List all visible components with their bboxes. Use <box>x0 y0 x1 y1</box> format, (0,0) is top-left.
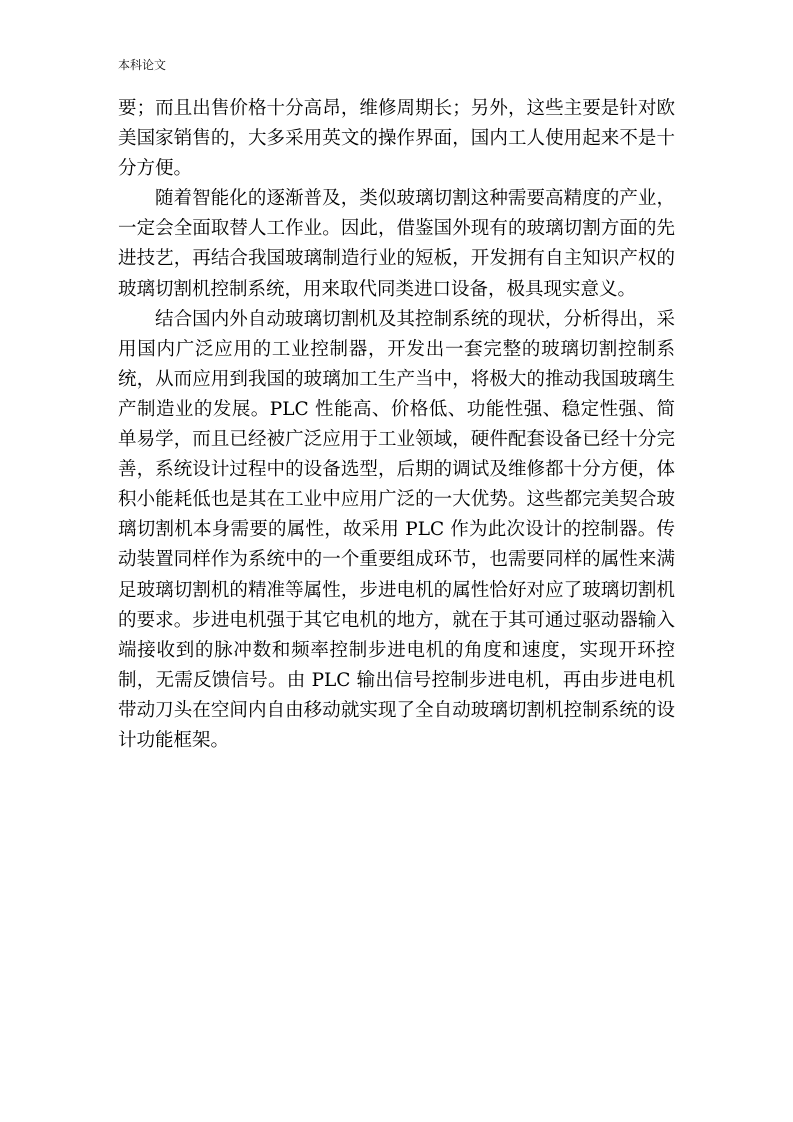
paragraph-continuation: 要；而且出售价格十分高昂，维修周期长；另外，这些主要是针对欧美国家销售的，大多采用英文的操作界面，国内工人使用起来不是十分方便。 <box>118 98 675 180</box>
body-text <box>118 94 675 756</box>
paragraph-background: 随着智能化的逐渐普及，类似玻璃切割这种需要高精度的产业，一定会全面取替人工作业。因此，借鉴国外现有的玻璃切割方面的先进技艺，再结合我国玻璃制造行业的短板，开发拥有自主知识产权的玻璃切割机控制系统，用来取代同类进口设备，极具现实意义。 <box>118 188 675 300</box>
running-header: 本科论文 <box>118 58 167 72</box>
paragraph-design-approach: 结合国内外自动玻璃切割机及其控制系统的现状，分析得出，采用国内广泛应用的工业控制器，开发出一套完整的玻璃切割控制系统，从而应用到我国的玻璃加工生产当中，将极大的推动我国玻璃生产制造业的发展。PLC 性能高、价格低、功能性强、稳定性强、简单易学，而且已经被广泛应用于工业领域，硬件配套设备已经十分完善，系统设计过程中的设备选型，后期的调试及维修都十分方便，体积小能耗低也是其在工业中应用广泛的一大优势。这些都完美契合玻璃切割机本身需要的属性，故采用 PLC 作为此次设计的控制器。传动装置同样作为系统中的一个重要组成环节，也需要同样的属性来满足玻璃切割机的精准等属性，步进电机的属性恰好对应了玻璃切割机的要求。步进电机强于其它电机的地方，就在于其可通过驱动器输入端接收到的脉冲数和频率控制步进电机的角度和速度，实现开环控制，无需反馈信号。由 PLC 输出信号控制步进电机，再由步进电机带动刀头在空间内自由移动就实现了全自动玻璃切割机控制系统的设计功能框架。 <box>118 308 675 751</box>
